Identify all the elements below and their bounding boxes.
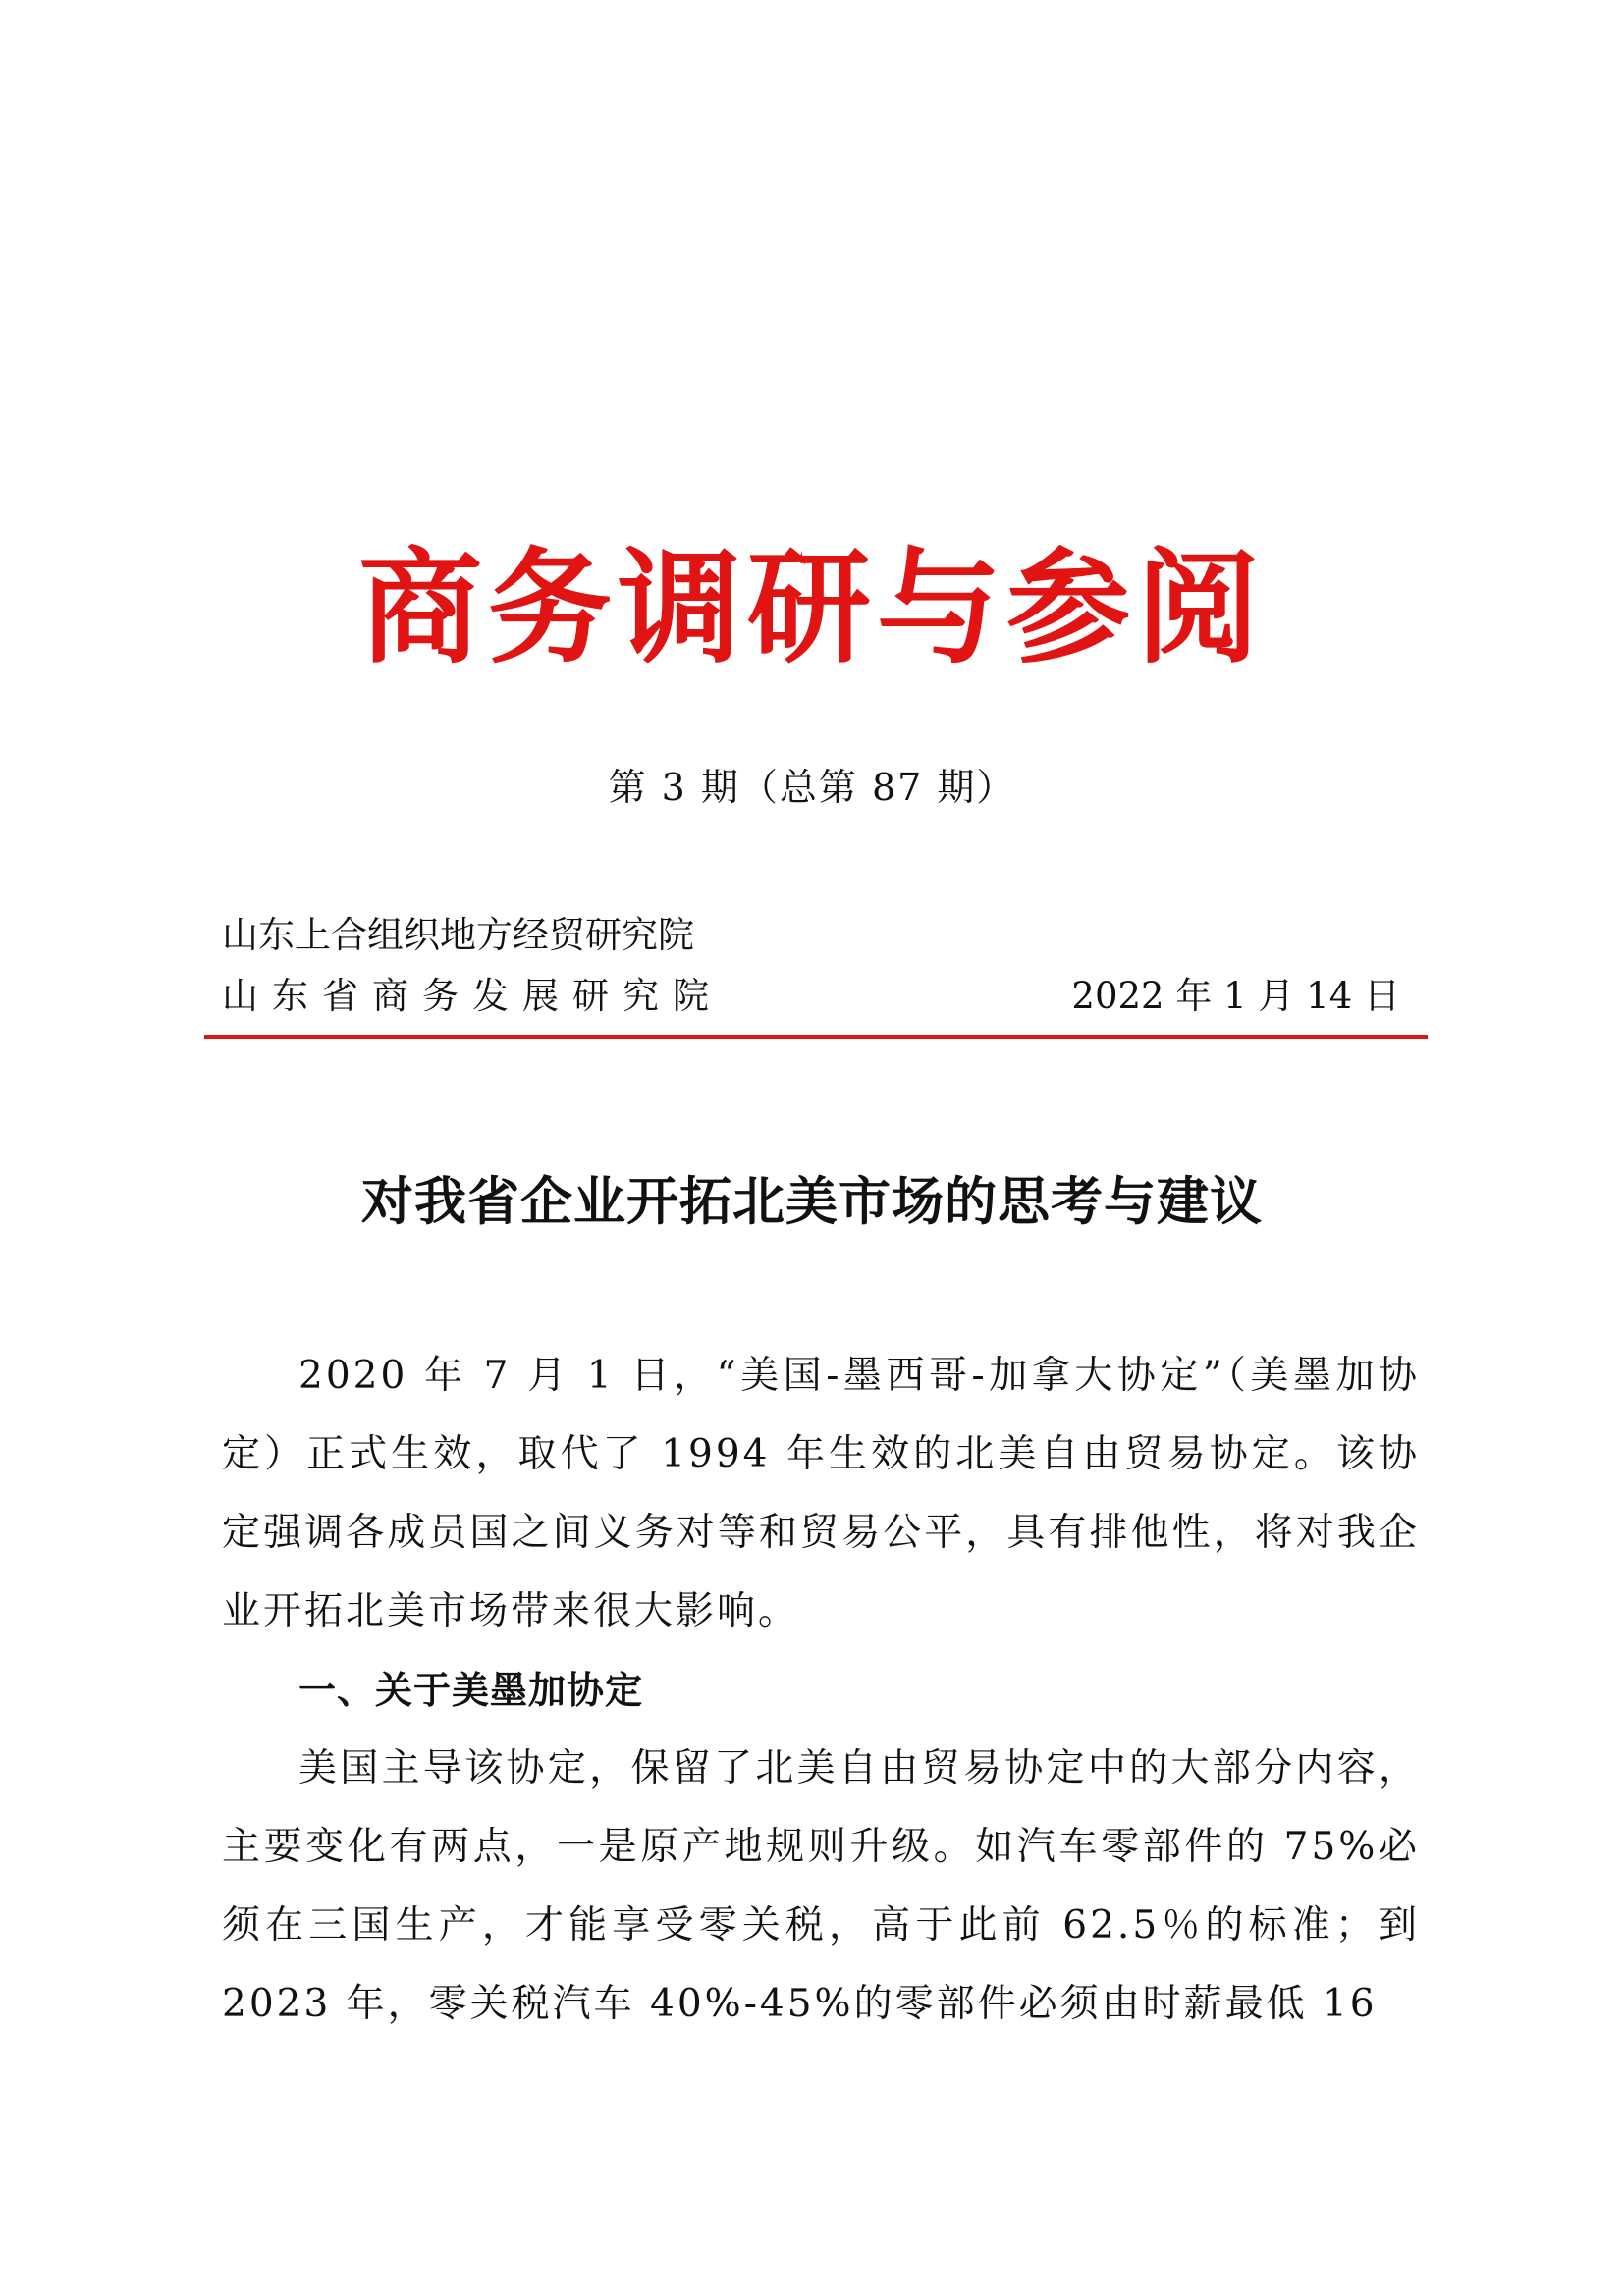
body-paragraph-1: 2020 年 7 月 1 日，“美国-墨西哥-加拿大协定”（美墨加协定）正式生效，取代了 1994 年生效的北美自由贸易协定。该协定强调各成员国之间义务对等和贸易公平，具有排他性，将对我企业开拓北美市场带来很大影响。 — [222, 1354, 1420, 1633]
issue-number: 第 3 期（总第 87 期） — [608, 766, 1016, 809]
publication-date: 2022 年 1 月 14 日 — [1071, 975, 1400, 1017]
article-body — [222, 1337, 1420, 2044]
publisher-line-2: 山东省商务发展研究院 — [222, 975, 723, 1017]
section-heading-1: 一、关于美墨加协定 — [298, 1669, 644, 1712]
publisher-block — [222, 905, 723, 1027]
article-title: 对我省企业开拓北美市场的思考与建议 — [361, 1172, 1263, 1232]
red-divider-line — [204, 1035, 1428, 1039]
body-paragraph-2: 美国主导该协定，保留了北美自由贸易协定中的大部分内容，主要变化有两点，一是原产地规则升级。如汽车零部件的 75%必须在三国生产，才能享受零关税，高于此前 62.5％的标准；到 2023 年，零关税汽车 40%-45%的零部件必须由时薪最低 16 — [222, 1746, 1420, 2026]
publisher-line-1: 山东上合组织地方经贸研究院 — [222, 914, 694, 956]
masthead-title: 商务调研与参阅 — [358, 536, 1266, 680]
